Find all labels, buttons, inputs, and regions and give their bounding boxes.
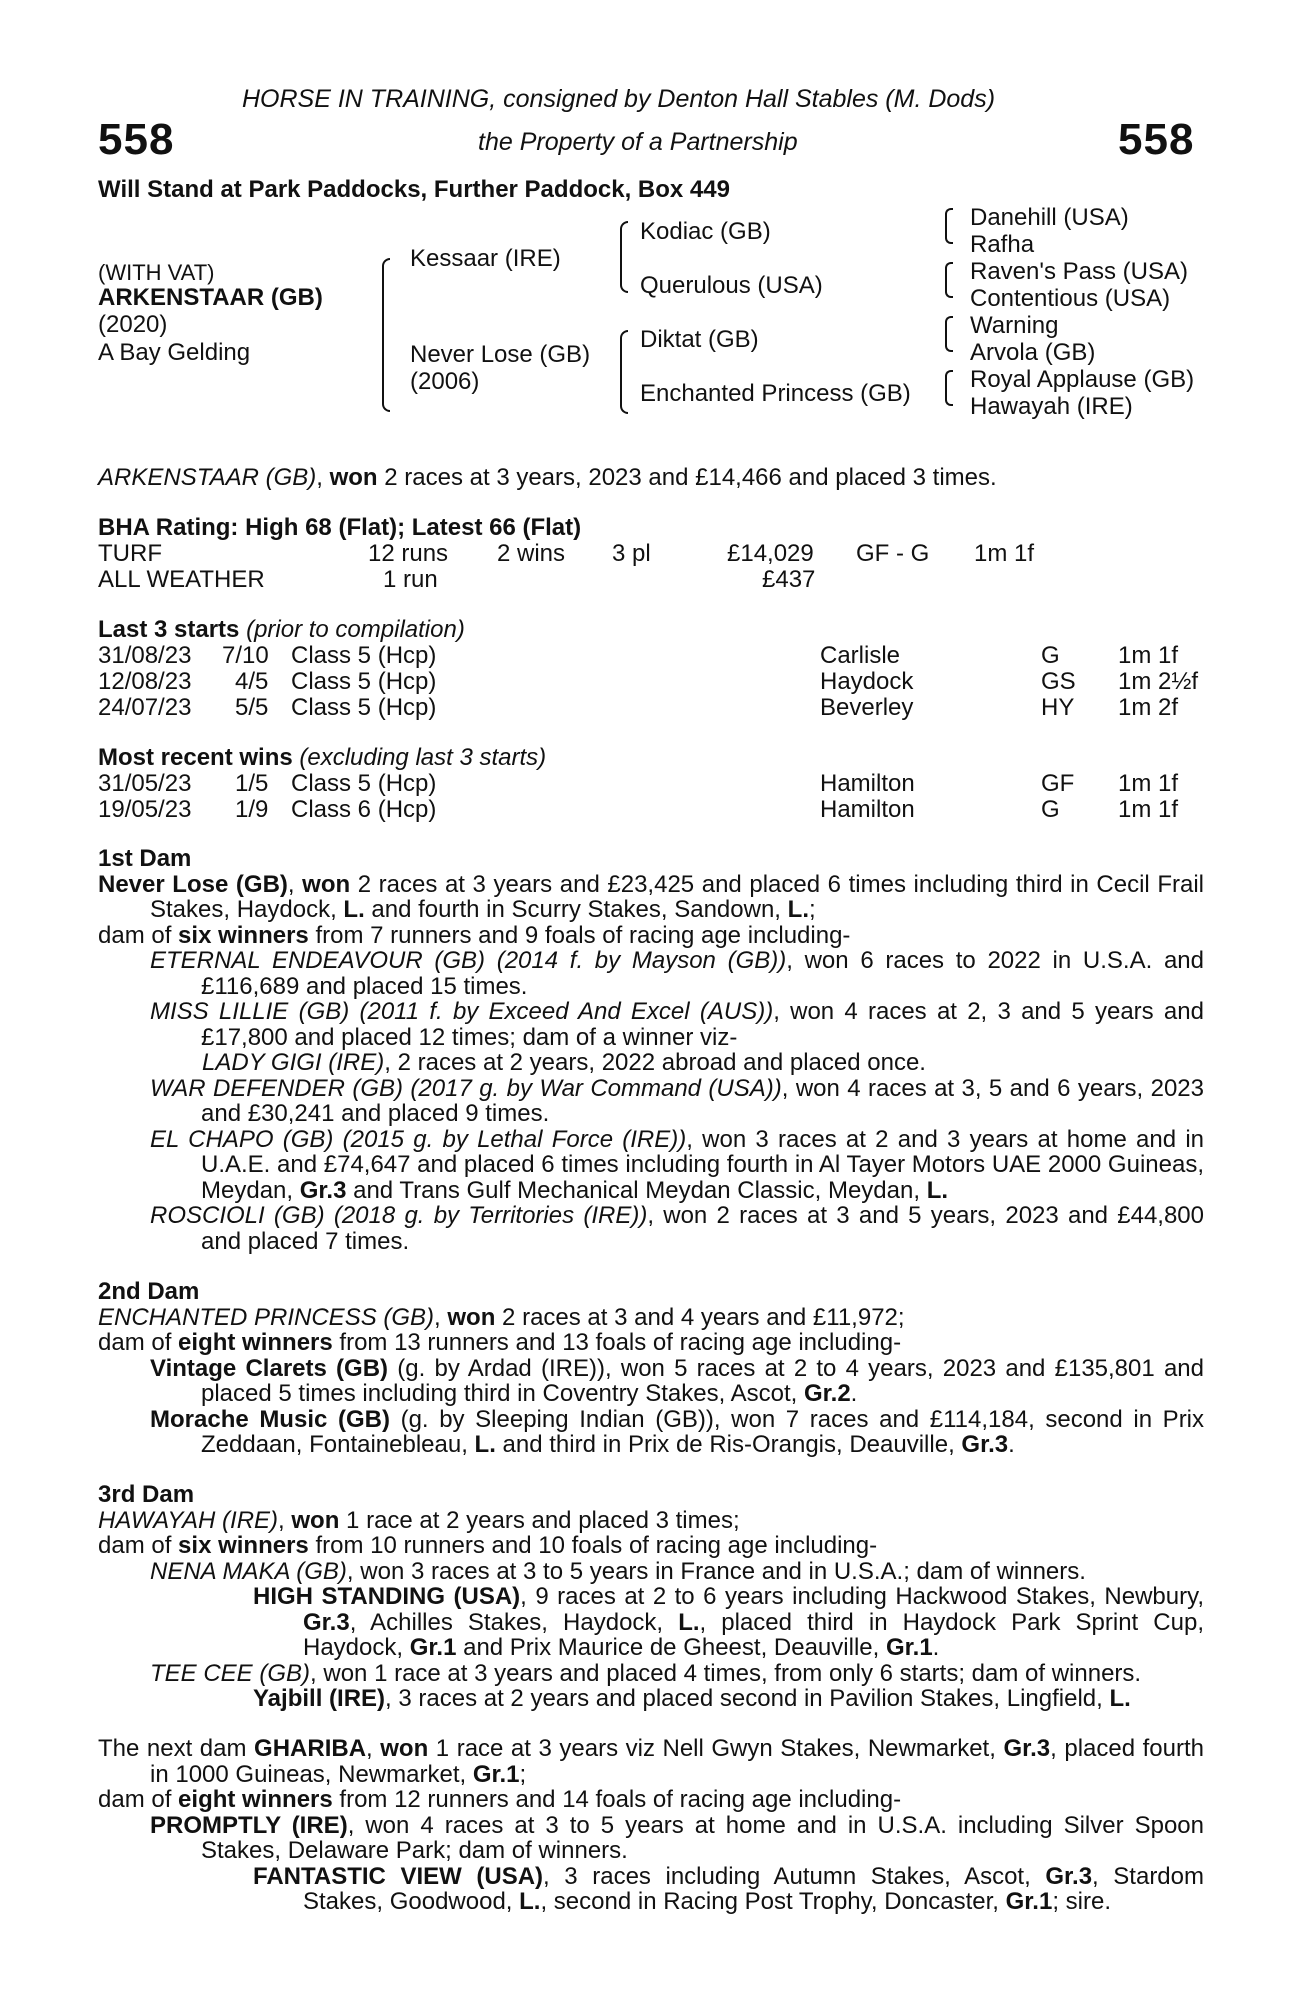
first-dam-won: won [302,870,351,898]
last3-going: GS [1041,668,1076,695]
last3-class: Class 5 (Hcp) [291,694,437,721]
third-dam-produce-intro [98,1533,1204,1559]
last3-distance: 1m 1f [1118,642,1179,669]
lot-number-left: 558 [98,115,175,164]
produce-name: HIGH STANDING (USA) [253,1583,521,1610]
pedigree-brace-main [382,258,390,412]
recent-class: Class 5 (Hcp) [291,770,437,797]
produce-entry [98,999,1204,1050]
first-dam-produce-intro [98,923,1204,949]
pedigree-g3: Raven's Pass (USA) [970,258,1188,285]
produce-text: , 3 races at 2 years and placed second in Pavilion Stakes, Lingfield, [385,1685,1110,1712]
pedigree-brace-g12 [945,208,953,244]
produce-name: FANTASTIC VIEW (USA) [253,1862,544,1890]
produce-intro-text: from 12 runners and 14 foals of racing age including- [332,1786,902,1813]
vat-label: (WITH VAT) [98,260,215,285]
produce-sub-entry [98,1050,1204,1076]
produce-text: , 9 races at 2 to 6 years including Hackwood Stakes, Newbury, [520,1583,1204,1610]
last3-position: 4/5 [235,668,269,695]
recent-going: G [1041,796,1060,823]
produce-text: , won 6 races to 2022 in U.S.A. and £116,689 and placed 15 times. [201,947,1204,1000]
pedigree-g5: Warning [970,312,1059,339]
next-dam-text: , [366,1735,381,1762]
produce-text: . [850,1380,858,1407]
next-dam-lead: The next dam [98,1735,255,1762]
produce-text: , won 3 races at 2 and 3 years at home and in U.A.E. and £74,647 and placed 6 times including fourth in Al Tayer Motors UAE 2000 Guineas, Meydan, [201,1125,1204,1204]
produce-sub-entry [98,1864,1204,1915]
last3-course: Beverley [820,694,914,721]
produce-name: EL CHAPO (GB) (2015 g. by Lethal Force (IRE)) [150,1125,687,1153]
lot-number-right: 558 [1118,115,1195,164]
last3-position: 5/5 [235,694,269,721]
listed-mark: L. [787,896,809,923]
last3-course: Haydock [820,668,914,695]
pedigree-g8: Hawayah (IRE) [970,393,1133,420]
turf-wins: 2 wins [497,540,566,567]
third-dam-record: HAWAYAH (IRE), won 1 race at 2 years and placed 3 times; [98,1506,740,1534]
group-mark: Gr.3 [299,1176,347,1204]
last3-going: G [1041,642,1060,669]
produce-text: ; sire. [1052,1888,1111,1915]
last3-date: 24/07/23 [98,694,192,721]
produce-entry [98,1559,1204,1585]
aw-runs: 1 run [383,566,438,593]
recent-going: GF [1041,770,1075,797]
first-dam-record: Never Lose (GB), won 2 races at 3 years and £23,425 and placed 6 times including third in Cecil Frail Stakes, Haydock, L. and fourth in Scurry Stakes, Sandown, L.; [98,870,1204,923]
last3-course: Carlisle [820,642,901,669]
listed-mark: L. [519,1888,541,1915]
horse-year: (2020) [98,311,168,338]
produce-text: and Prix Maurice de Gheest, Deauville, [456,1634,886,1661]
stand-location: Will Stand at Park Paddocks, Further Paddock, Box 449 [98,176,730,203]
recent-distance: 1m 1f [1118,770,1179,797]
pedigree-dam-dam: Enchanted Princess (GB) [640,380,911,407]
recent-course: Hamilton [820,770,915,797]
dam-of-label: dam of [98,1532,179,1559]
produce-intro-text: from 7 runners and 9 foals of racing age including- [308,921,851,949]
pedigree-brace-g78 [945,370,953,406]
last3-date: 12/08/23 [98,668,192,695]
group-mark: Gr.1 [409,1634,457,1661]
first-dam-text: 2 races at 3 years and £23,425 and placed 6 times including third in Cecil Frail Stakes, Haydock, [150,870,1204,923]
turf-distance: 1m 1f [974,540,1035,567]
third-dam-text: 1 race at 2 years and placed 3 times; [339,1506,740,1534]
pedigree-brace-g34 [945,262,953,298]
recent-date: 31/05/23 [98,770,192,797]
produce-text: , Achilles Stakes, Haydock, [349,1608,679,1636]
turf-runs: 12 runs [368,540,449,567]
last3-distance: 1m 2f [1118,694,1179,721]
pedigree-sire-sire: Kodiac (GB) [640,218,771,245]
produce-entry [98,1356,1204,1407]
pedigree-sire-dam: Querulous (USA) [640,272,823,299]
next-dam-text: 1 race at 3 years viz Nell Gwyn Stakes, Newmarket, [428,1735,1004,1762]
produce-text: , won 3 races at 3 to 5 years in France and in U.S.A.; dam of winners. [346,1557,1086,1585]
last3-going: HY [1041,694,1075,721]
group-mark: Gr.3 [1003,1735,1051,1762]
produce-text: , won 4 races at 3 to 5 years at home and in U.S.A. including Silver Spoon Stakes, Delaware Park; dam of winners. [201,1811,1204,1864]
summary-text: 2 races at 3 years, 2023 and £14,466 and placed 3 times. [377,464,997,491]
next-dam-won: won [380,1735,429,1762]
winners-count: eight winners [178,1786,333,1813]
produce-text: , second in Racing Post Trophy, Doncaster, [540,1888,1006,1915]
third-dam-won: won [291,1506,340,1534]
turf-going: GF - G [856,540,930,567]
rating-heading: BHA Rating: High 68 (Flat); Latest 66 (Flat) [98,514,582,541]
second-dam-name: ENCHANTED PRINCESS (GB) [98,1303,435,1331]
group-mark: Gr.3 [303,1608,350,1636]
produce-name: Yajbill (IRE) [253,1685,386,1712]
produce-entry [98,948,1204,999]
first-dam-text: and fourth in Scurry Stakes, Sandown, [364,896,788,923]
produce-name: LADY GIGI (IRE) [202,1049,385,1076]
produce-entry [98,1203,1204,1254]
pedigree-g4: Contentious (USA) [970,285,1171,312]
second-dam-produce-intro [98,1330,1204,1356]
last3-position: 7/10 [222,642,269,669]
last3-class: Class 5 (Hcp) [291,668,437,695]
pedigree-dam-sire: Diktat (GB) [640,326,759,353]
last3-heading-text: Last 3 starts [98,616,240,643]
produce-name: ROSCIOLI (GB) (2018 g. by Territories (IRE)) [150,1202,648,1229]
last3-distance: 1m 2½f [1118,668,1199,695]
next-dam-text: , placed fourth in 1000 Guineas, Newmarket, [150,1735,1204,1788]
pedigree-g7: Royal Applause (GB) [970,366,1195,393]
group-mark: Gr.3 [961,1431,1009,1458]
third-dam-section [98,1482,1204,1712]
pedigree-sire: Kessaar (IRE) [410,245,561,272]
recent-class: Class 6 (Hcp) [291,796,437,823]
produce-text: , 3 races including Autumn Stakes, Ascot, [543,1862,1046,1890]
recent-note: (excluding last 3 starts) [292,744,547,771]
produce-text: , won 1 race at 3 years and placed 4 times, from only 6 starts; dam of winners. [310,1659,1142,1687]
produce-name: Morache Music (GB) [150,1405,390,1433]
produce-entry [98,1813,1204,1864]
produce-name: ETERNAL ENDEAVOUR (GB) (2014 f. by Mayson (GB)) [150,947,787,974]
produce-text: , won 2 races at 3 and 5 years, 2023 and £44,800 and placed 7 times. [201,1202,1205,1255]
produce-name: Vintage Clarets (GB) [150,1354,389,1382]
produce-name: PROMPTLY (IRE) [150,1811,348,1839]
produce-sub-entry: HIGH STANDING (USA), 9 races at 2 to 6 years including Hackwood Stakes, Newbury, Gr.3, Achilles Stakes, Haydock, L., placed third in Haydock Park Sprint Cup, Haydock, Gr.1 and Prix Maurice de Gheest, Deauville, Gr.1. [253,1583,1205,1661]
third-dam-name: HAWAYAH (IRE) [98,1506,279,1534]
produce-text: , 2 races at 2 years, 2022 abroad and placed once. [384,1049,926,1076]
turf-earnings: £14,029 [727,540,814,567]
last3-date: 31/08/23 [98,642,192,669]
horse-description: A Bay Gelding [98,339,251,366]
summary-won: won [329,464,378,491]
listed-mark: L. [678,1608,700,1636]
pedigree-dam-year: (2006) [410,368,480,395]
first-dam-name: Never Lose (GB) [98,870,288,898]
race-summary: ARKENSTAAR (GB), won 2 races at 3 years, 2023 and £14,466 and placed 3 times. [98,464,997,491]
recent-distance: 1m 1f [1118,796,1179,823]
recent-heading-text: Most recent wins [98,744,293,771]
header-subtitle: the Property of a Partnership [478,128,798,156]
produce-intro-text: from 13 runners and 13 foals of racing age including- [332,1329,902,1356]
listed-mark: L. [343,896,365,923]
second-dam-heading: 2nd Dam [98,1278,200,1305]
group-mark: Gr.3 [1045,1862,1093,1890]
first-dam-section [98,846,1204,1254]
produce-text: , won 4 races at 2, 3 and 5 years and £17,800 and placed 12 times; dam of a winner viz- [201,998,1204,1051]
aw-label: ALL WEATHER [98,566,265,593]
produce-name: WAR DEFENDER (GB) (2017 g. by War Command (USA)) [150,1074,782,1102]
third-dam-heading: 3rd Dam [98,1481,195,1508]
last3-heading [98,617,465,643]
listed-mark: L. [926,1176,949,1204]
dam-of-label: dam of [98,1329,179,1356]
pedigree-dam: Never Lose (GB) [410,341,591,368]
last3-note: (prior to compilation) [239,616,465,643]
second-dam-won: won [447,1303,496,1331]
produce-name: TEE CEE (GB) [150,1659,311,1687]
produce-sub-entry [98,1686,1204,1712]
produce-entry [98,1661,1204,1687]
pedigree-g1: Danehill (USA) [970,204,1129,231]
second-dam-text: 2 races at 3 and 4 years and £11,972; [495,1303,905,1331]
produce-text: , placed third in Haydock Park Sprint Cup, Haydock, [303,1608,1205,1661]
produce-text: (g. by Sleeping Indian (GB)), won 7 races and £114,184, second in Prix Zeddaan, Fontainebleau, [201,1405,1205,1458]
group-mark: Gr.2 [803,1380,851,1407]
next-dam-text: ; [519,1760,527,1788]
pedigree-g2: Rafha [970,231,1035,258]
next-dam-produce-intro [98,1787,1204,1813]
summary-horse-name: ARKENSTAAR (GB) [98,464,317,491]
next-dam-section [98,1736,1204,1915]
pedigree-brace-sire [620,221,628,293]
group-mark: Gr.1 [472,1760,520,1788]
second-dam-section [98,1279,1204,1458]
produce-name: NENA MAKA (GB) [150,1557,347,1585]
aw-earnings: £437 [762,566,816,593]
produce-entry [98,1407,1204,1458]
header-title: HORSE IN TRAINING, consigned by Denton Hall Stables (M. Dods) [242,85,996,113]
produce-entry [98,1127,1204,1204]
recent-date: 19/05/23 [98,796,192,823]
first-dam-text: ; [808,896,816,923]
produce-text: , Stardom Stakes, Goodwood, [303,1862,1204,1915]
dam-of-label: dam of [98,921,179,949]
first-dam-heading: 1st Dam [98,845,192,872]
listed-mark: L. [474,1431,496,1458]
winners-count: six winners [178,921,309,949]
winners-count: eight winners [178,1329,333,1356]
winners-count: six winners [178,1532,309,1559]
turf-label: TURF [98,540,162,567]
pedigree-g6: Arvola (GB) [970,339,1096,366]
produce-text: , won 4 races at 3, 5 and 6 years, 2023 and £30,241 and placed 9 times. [201,1074,1204,1127]
group-mark: Gr.1 [885,1634,933,1661]
pedigree-brace-g56 [945,316,953,352]
produce-text: and Trans Gulf Mechanical Meydan Classic, Meydan, [346,1176,927,1204]
last3-class: Class 5 (Hcp) [291,642,437,669]
dam-of-label: dam of [98,1786,179,1813]
produce-text: (g. by Ardad (IRE)), won 5 races at 2 to 4 years, 2023 and £135,801 and placed 5 times including third in Coventry Stakes, Ascot, [201,1354,1204,1407]
produce-entry [98,1076,1204,1127]
produce-text: and third in Prix de Ris-Orangis, Deauville, [495,1431,962,1458]
second-dam-record: ENCHANTED PRINCESS (GB), won 2 races at 3 and 4 years and £11,972; [98,1303,905,1331]
turf-placed: 3 pl [612,540,651,567]
produce-text: . [1008,1431,1015,1458]
recent-heading [98,745,546,771]
listed-mark: L. [1109,1685,1131,1712]
next-dam-record [98,1736,1204,1787]
recent-course: Hamilton [820,796,915,823]
produce-name: MISS LILLIE (GB) (2011 f. by Exceed And Excel (AUS)) [150,998,774,1025]
next-dam-name: GHARIBA [254,1735,367,1762]
horse-name: ARKENSTAAR (GB) [98,284,323,311]
recent-position: 1/5 [235,770,269,797]
group-mark: Gr.1 [1005,1888,1053,1915]
recent-position: 1/9 [235,796,269,823]
produce-intro-text: from 10 runners and 10 foals of racing age including- [308,1532,878,1559]
pedigree-brace-dam [620,330,628,414]
